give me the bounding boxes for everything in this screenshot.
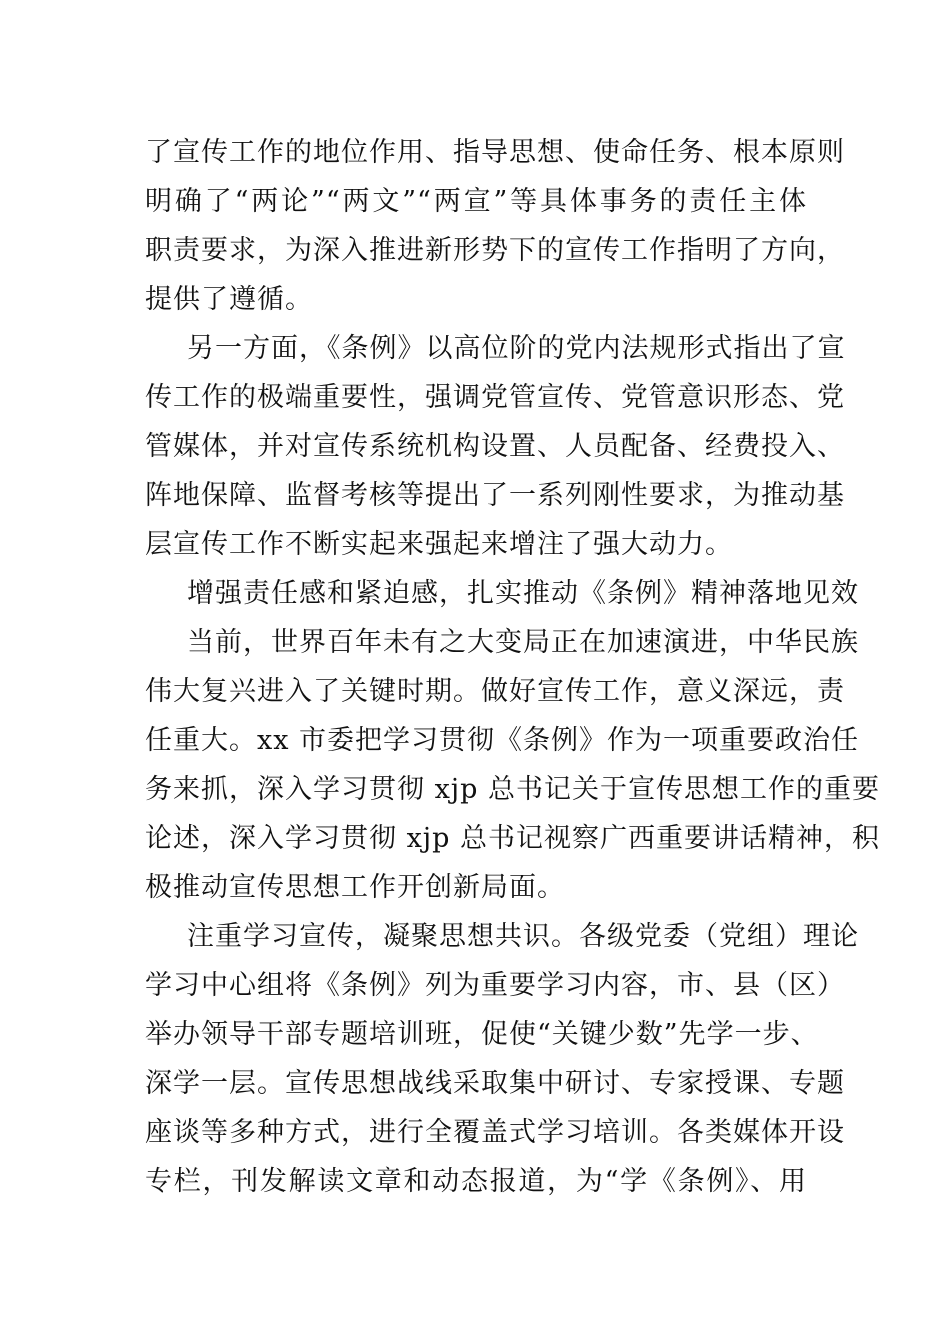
text-line: 务来抓，深入学习贯彻 xjp 总书记关于宣传思想工作的重要 [145,774,881,805]
text-line: 专栏，刊发解读文章和动态报道，为“学《条例》、用 [145,1166,807,1197]
text-line: 了宣传工作的地位作用、指导思想、使命任务、根本原则 [145,137,845,168]
text-line: 明确了“两论”“两文”“两宣”等具体事务的责任主体 [145,186,807,217]
text-line: 管媒体，并对宣传系统机构设置、人员配备、经费投入、 [145,431,845,462]
text-line: 当前，世界百年未有之大变局正在加速演进，中华民族 [187,627,859,658]
text-line: 论述，深入学习贯彻 xjp 总书记视察广西重要讲话精神，积 [145,823,881,854]
text-line: 极推动宣传思想工作开创新局面。 [145,872,565,903]
text-line: 传工作的极端重要性，强调党管宣传、党管意识形态、党 [145,382,845,413]
section-heading: 增强责任感和紧迫感，扎实推动《条例》精神落地见效 [187,578,859,609]
body-text [145,128,881,1206]
text-line: 深学一层。宣传思想战线采取集中研讨、专家授课、专题 [145,1068,845,1099]
text-line: 另一方面，《条例》以高位阶的党内法规形式指出了宣 [187,333,846,364]
text-line: 任重大。xx 市委把学习贯彻《条例》作为一项重要政治任 [145,725,860,756]
text-line: 座谈等多种方式，进行全覆盖式学习培训。各类媒体开设 [145,1117,845,1148]
text-line: 学习中心组将《条例》列为重要学习内容，市、县（区） [145,970,845,1001]
text-line: 阵地保障、监督考核等提出了一系列刚性要求，为推动基 [145,480,845,511]
text-line: 伟大复兴进入了关键时期。做好宣传工作，意义深远，责 [145,676,845,707]
text-line: 举办领导干部专题培训班，促使“关键少数”先学一步、 [145,1019,819,1050]
text-line: 注重学习宣传，凝聚思想共识。各级党委（党组）理论 [187,921,859,952]
text-line: 职责要求，为深入推进新形势下的宣传工作指明了方向， [145,235,845,266]
text-line: 提供了遵循。 [145,284,313,315]
text-line: 层宣传工作不断实起来强起来增注了强大动力。 [145,529,733,560]
